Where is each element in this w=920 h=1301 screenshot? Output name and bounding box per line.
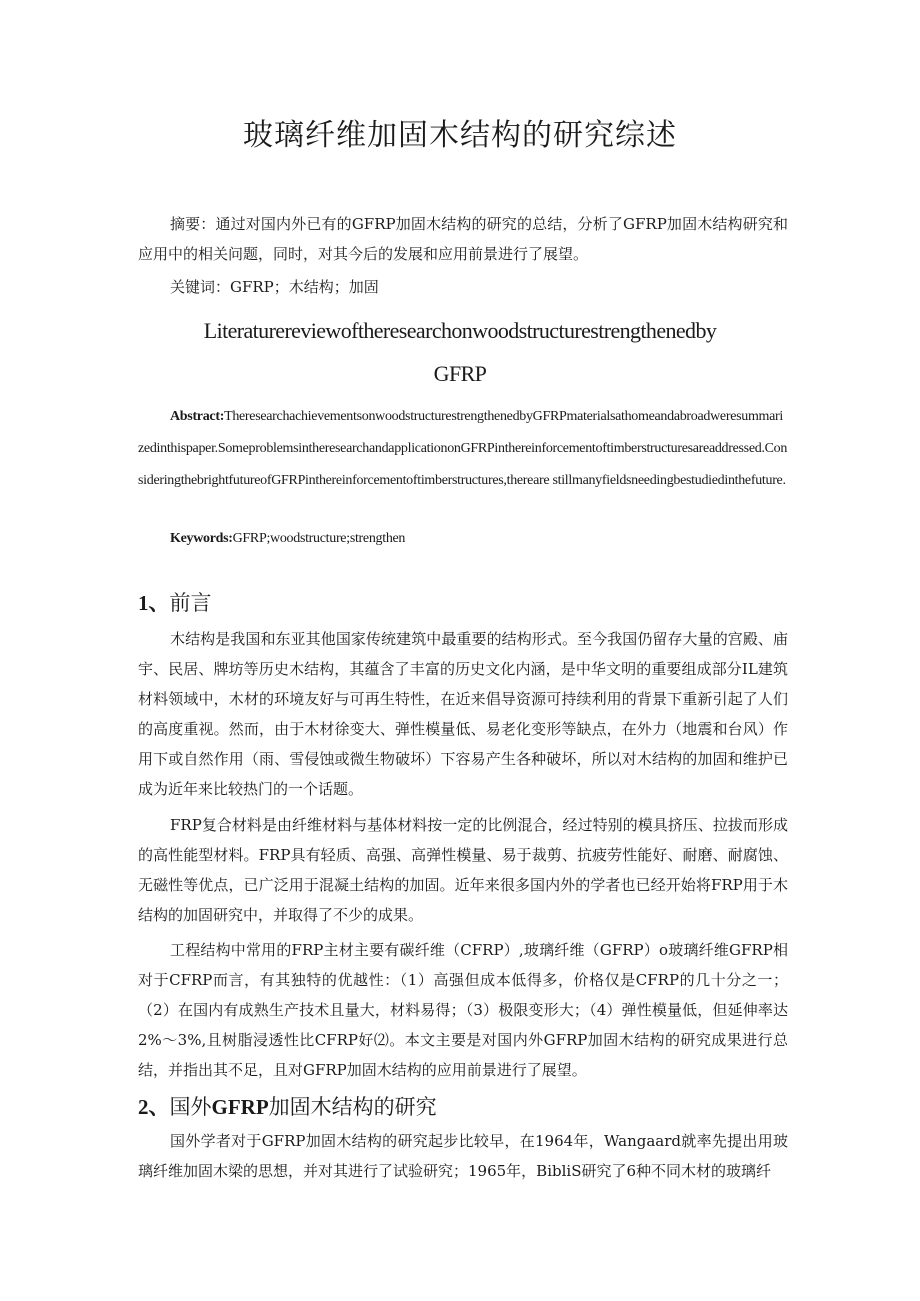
- section-2-paragraph-1: 国外学者对于GFRP加固木结构的研究起步比较早，在1964年，Wangaard就率先提出用玻璃纤维加固木梁的思想，并对其进行了试验研究；1965年，BibliS研究了6种不同木材的玻璃纤: [138, 1132, 788, 1180]
- english-keywords: [138, 523, 788, 555]
- abstract-label: Abstract:: [170, 409, 225, 424]
- keywords-label: Keywords:: [170, 531, 233, 546]
- english-title-line1: Literaturereviewoftheresearchonwoodstructurestrengthenedby: [203, 318, 717, 343]
- page-title: 玻璃纤维加固木结构的研究综述: [243, 118, 677, 153]
- section-1-title: 前言: [169, 591, 212, 615]
- section-2-number: 2、: [138, 1095, 170, 1119]
- section-1-paragraph-3: 工程结构中常用的FRP主材主要有碳纤维（CFRP）,玻璃纤维（GFRP）o玻璃纤维GFRP相对于CFRP而言，有其独特的优越性：（1）高强但成本低得多，价格仅是CFRP的几十分之一；（2）在国内有成熟生产技术且量大，材料易得；（3）极限变形大；（4）弹性模量低，但延伸率达2%～3%,且树脂浸透性比CFRP好⑵。本文主要是对国内外GFRP加固木结构的研究成果进行总结，并指出其不足，且对GFRP加固木结构的应用前景进行了展望。: [138, 941, 788, 1079]
- section-2-title-post: 加固木结构的研究: [268, 1095, 437, 1119]
- section-2-title-bold: GFRP: [211, 1095, 269, 1119]
- keywords-cn: 关键词：GFRP；木结构；加固: [170, 278, 379, 296]
- section-1-number: 1、: [138, 591, 170, 615]
- abstract-text: TheresearchachievementsonwoodstructurestrengthenedbyGFRPmaterialsathomeandabroadweresummarizedinthispaper.SomeproblemsintheresearchandapplicationonGFRPinthereinforcementoftimberstructuresareaddressed.ConsideringthebrightfutureofGFRPinthereinforcementoftimberstructures,thereare stillmanyfieldsneedingbestudiedinthefuture.: [138, 409, 788, 488]
- keywords-text: GFRP;woodstructure;strengthen: [232, 531, 406, 546]
- section-2-title-pre: 国外: [169, 1095, 212, 1119]
- english-title-line2: GFRP: [433, 361, 487, 386]
- section-1-heading: [138, 587, 212, 617]
- section-1-paragraph-2: FRP复合材料是由纤维材料与基体材料按一定的比例混合，经过特别的模具挤压、拉拔而形成的高性能型材料。FRP具有轻质、高强、高弹性模量、易于裁剪、抗疲劳性能好、耐磨、耐腐蚀、无磁性等优点，已广泛用于混凝土结构的加固。近年来很多国内外的学者也已经开始将FRP用于木结构的加固研究中，并取得了不少的成果。: [138, 816, 788, 924]
- section-2-heading: [138, 1091, 437, 1121]
- english-abstract: [138, 401, 788, 529]
- section-1-paragraph-1: 木结构是我国和东亚其他国家传统建筑中最重要的结构形式。至今我国仍留存大量的宫殿、庙宇、民居、牌坊等历史木结构，其蕴含了丰富的历史文化内涵，是中华文明的重要组成部分IL建筑材料领域中，木材的环境友好与可再生特性，在近来倡导资源可持续利用的背景下重新引起了人们的高度重视。然而，由于木材徐变大、弹性模量低、易老化变形等缺点，在外力（地震和台风）作用下或自然作用（雨、雪侵蚀或微生物破坏）下容易产生各种破坏，所以对木结构的加固和维护已成为近年来比较热门的一个话题。: [138, 630, 788, 798]
- abstract-cn: 摘要：通过对国内外已有的GFRP加固木结构的研究的总结，分析了GFRP加固木结构研究和应用中的相关问题，同时，对其今后的发展和应用前景进行了展望。: [138, 215, 788, 263]
